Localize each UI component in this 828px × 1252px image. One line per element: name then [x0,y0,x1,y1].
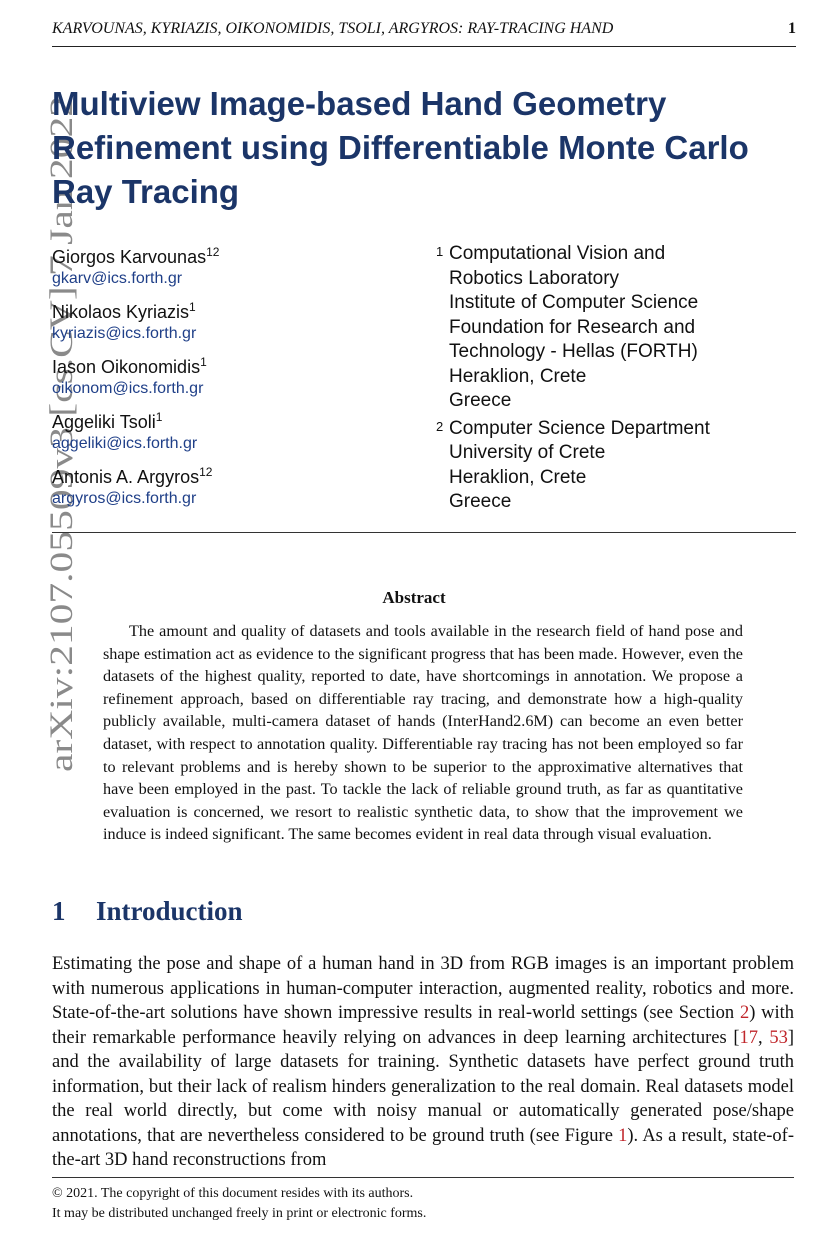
author-email[interactable]: oikonom@ics.forth.gr [52,380,204,397]
citation-link[interactable]: 17 [739,1027,759,1048]
distribution-line: It may be distributed unchanged freely in print or electronic forms. [52,1206,427,1221]
running-head: KARVOUNAS, KYRIAZIS, OIKONOMIDIS, TSOLI, ARGYROS: RAY-TRACING HAND [52,20,614,37]
author-email[interactable]: aggeliki@ics.forth.gr [52,435,198,452]
section-number: 1 [52,896,66,926]
intro-text: ). As a result, state-of-the-art 3D hand reconstructions from [52,1125,795,1170]
author-entry [52,295,412,344]
affiliation-line: Computer Science Department [449,417,710,439]
author-entry [52,240,412,289]
affiliation-line: Greece [449,491,512,512]
author-name: Iason Oikonomidis [52,357,201,377]
author-affil-mark: 12 [199,465,213,479]
paper-title: Multiview Image-based Hand Geometry Refinement using Differentiable Monte Carlo Ray Tracing [52,85,749,210]
running-header [52,20,796,42]
copyright-line: © 2021. The copyright of this document resides with its authors. [52,1186,414,1201]
author-entry [52,350,412,399]
affiliation-list [436,242,806,518]
citation-link[interactable]: 53 [769,1027,788,1048]
abstract-text: The amount and quality of datasets and tools available in the research field of hand pose and shape estimation act as evidence to the significant progress that has been made. However, even the datasets of the highest quality, reported to date, have shortcomings in annotation. We propose a refinement approach, based on differentiable ray tracing, and demonstrate how a high-quality publicly available, multi-camera dataset of hands (InterHand2.6M) can become an even better dataset, with respect to annotation quality. Differentiable ray tracing has not been employed so far to relevant problems and is hereby shown to be superior to the approximative alternatives that have been employed in the past. To tackle the lack of reliable ground truth, as far as quantitative evaluation is concerned, we resort to realistic synthetic data, to show that the improvement we induce is indeed significant. The same becomes evident in real data through visual evaluation. [103,622,743,844]
intro-paragraph [52,952,794,1173]
author-name: Giorgos Karvounas [52,247,207,267]
affiliation-line: Robotics Laboratory [449,267,620,289]
author-entry [52,405,412,454]
affiliation-line: Greece [449,390,512,411]
author-list [52,240,412,515]
author-name: Nikolaos Kyriazis [52,302,190,322]
affiliation-mark: 1 [436,244,444,259]
affiliation-line: Institute of Computer Science [449,292,699,313]
affiliation-1 [436,242,806,414]
intro-text: ) with their remarkable performance heavily relying on advances in deep learning architectures [ [52,1003,794,1048]
intro-text: ] and the availability of large datasets for training. Synthetic datasets have perfect ground truth information, but their lack of realism hinders generalization to the real domain. Real datasets model the real world directly, but come with noisy manual or automatically generated pose/shape annotations, that are nevertheless considered to be ground truth (see Figure [52,1027,795,1146]
intro-text: , [758,1027,770,1048]
affiliation-line: Heraklion, Crete [449,365,587,387]
affiliation-line: University of Crete [449,442,606,463]
section-heading [52,896,243,927]
abstract-heading: Abstract [382,588,446,607]
section-ref-link[interactable]: 2 [739,1003,750,1023]
author-affil-mark: 1 [189,300,196,314]
affiliation-2 [436,417,806,515]
author-email[interactable]: argyros@ics.forth.gr [52,490,197,507]
author-email[interactable]: kyriazis@ics.forth.gr [52,325,197,342]
affiliation-line: Foundation for Research and [449,316,696,338]
author-name: Aggeliki Tsoli [52,412,156,432]
author-name: Antonis A. Argyros [52,467,200,487]
author-entry [52,460,412,509]
intro-text: Estimating the pose and shape of a human hand in 3D from RGB images is an important problem with numerous applications in human-computer interaction, augmented reality, robotics and more. State-of-the-art solutions have shown impressive results in real-world settings (see Section [52,954,794,1023]
section-title: Introduction [96,896,243,926]
author-affil-mark: 1 [155,410,163,424]
copyright-footnote [52,1184,794,1224]
arxiv-stamp-text: arXiv:2107.05509v3 [cs.CV] 7 Jan 2022 [44,234,80,772]
affiliation-line: Computational Vision and [449,243,666,264]
author-email[interactable]: gkarv@ics.forth.gr [52,270,183,287]
header-rule [52,46,796,47]
footnote-rule [52,1177,794,1178]
affiliation-line: Technology - Hellas (FORTH) [449,341,698,362]
affiliation-line: Heraklion, Crete [449,466,587,488]
author-affil-mark: 1 [200,355,207,369]
figure-ref-link[interactable]: 1 [618,1125,628,1146]
title-block-rule [52,532,796,533]
author-affil-mark: 12 [206,245,220,259]
page-number: 1 [788,20,796,37]
affiliation-mark: 2 [436,418,444,434]
